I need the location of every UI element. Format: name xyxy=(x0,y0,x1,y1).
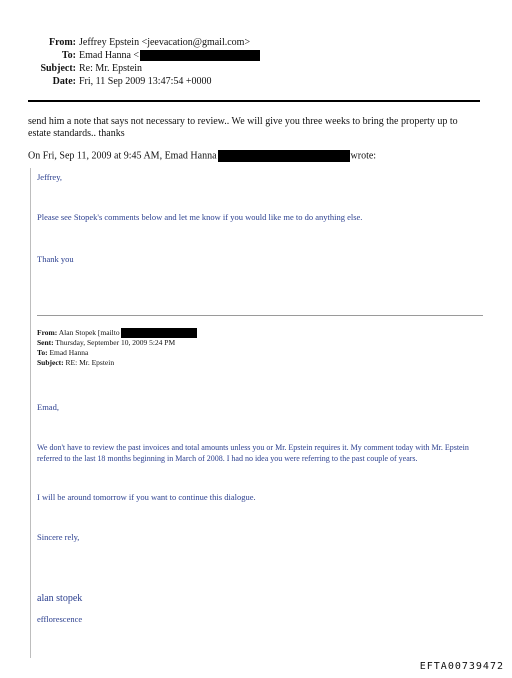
subject-value: Re: Mr. Epstein xyxy=(79,63,143,74)
date-label: Date: xyxy=(52,76,76,87)
fwd-paragraph-2: I will be around tomorrow if you want to continue this dialogue. xyxy=(37,492,256,502)
bates-number: EFTA00739472 xyxy=(419,661,504,672)
date-value: Fri, 11 Sep 2009 13:47:54 +0000 xyxy=(79,76,212,87)
fwd-sent-label: Sent: xyxy=(37,338,54,347)
fwd-sent xyxy=(37,338,175,348)
attribution-suffix: wrote: xyxy=(350,150,377,162)
fwd-from-label: From: xyxy=(37,328,58,337)
header-divider xyxy=(28,100,480,102)
quote-bar xyxy=(30,168,31,658)
from-label: From: xyxy=(48,37,76,48)
redaction-box xyxy=(140,50,260,61)
fwd-closing: Sincere rely, xyxy=(37,532,80,542)
fwd-subject-label: Subject: xyxy=(37,358,64,367)
fwd-from-value: Alan Stopek [mailto xyxy=(58,328,120,337)
from-value: Jeffrey Epstein <jeevacation@gmail.com> xyxy=(79,37,251,48)
attribution-prefix: On Fri, Sep 11, 2009 at 9:45 AM, Emad Hanna xyxy=(28,150,217,162)
fwd-paragraph: We don't have to review the past invoices and total amounts unless you or Mr. Epstein requires it. My comment today with Mr. Epstein referred to the last 18 months beginning in March of 2008. I had no idea you were referring to the past couple of years. xyxy=(37,443,469,463)
forward-divider xyxy=(37,315,483,316)
fwd-from xyxy=(37,328,197,338)
header-date xyxy=(0,75,212,88)
fwd-subject-value: RE: Mr. Epstein xyxy=(65,358,115,367)
redaction-box xyxy=(218,150,350,162)
redaction-box xyxy=(121,328,197,338)
fwd-greeting: Emad, xyxy=(37,402,59,412)
fwd-to-value: Emad Hanna xyxy=(49,348,89,357)
header-to xyxy=(0,49,260,62)
quoted-thanks: Thank you xyxy=(37,254,74,264)
to-label: To: xyxy=(61,50,76,61)
header-from xyxy=(0,36,250,49)
fwd-subject xyxy=(37,358,114,368)
signature-name: alan stopek xyxy=(37,593,83,604)
fwd-sent-value: Thursday, September 10, 2009 5:24 PM xyxy=(55,338,176,347)
reply-attribution xyxy=(28,150,478,162)
quoted-line: Please see Stopek's comments below and let me know if you would like me to do anything else. xyxy=(37,212,363,222)
subject-label: Subject: xyxy=(40,63,76,74)
to-value: Emad Hanna < xyxy=(79,50,140,61)
message-body: send him a note that says not necessary to review.. We will give you three weeks to bring the property up to estate standards.. thanks xyxy=(28,116,458,139)
fwd-to xyxy=(37,348,88,358)
fwd-to-label: To: xyxy=(37,348,48,357)
header-subject xyxy=(0,62,142,75)
quoted-greeting: Jeffrey, xyxy=(37,172,63,182)
signature-company: efflorescence xyxy=(37,614,83,624)
